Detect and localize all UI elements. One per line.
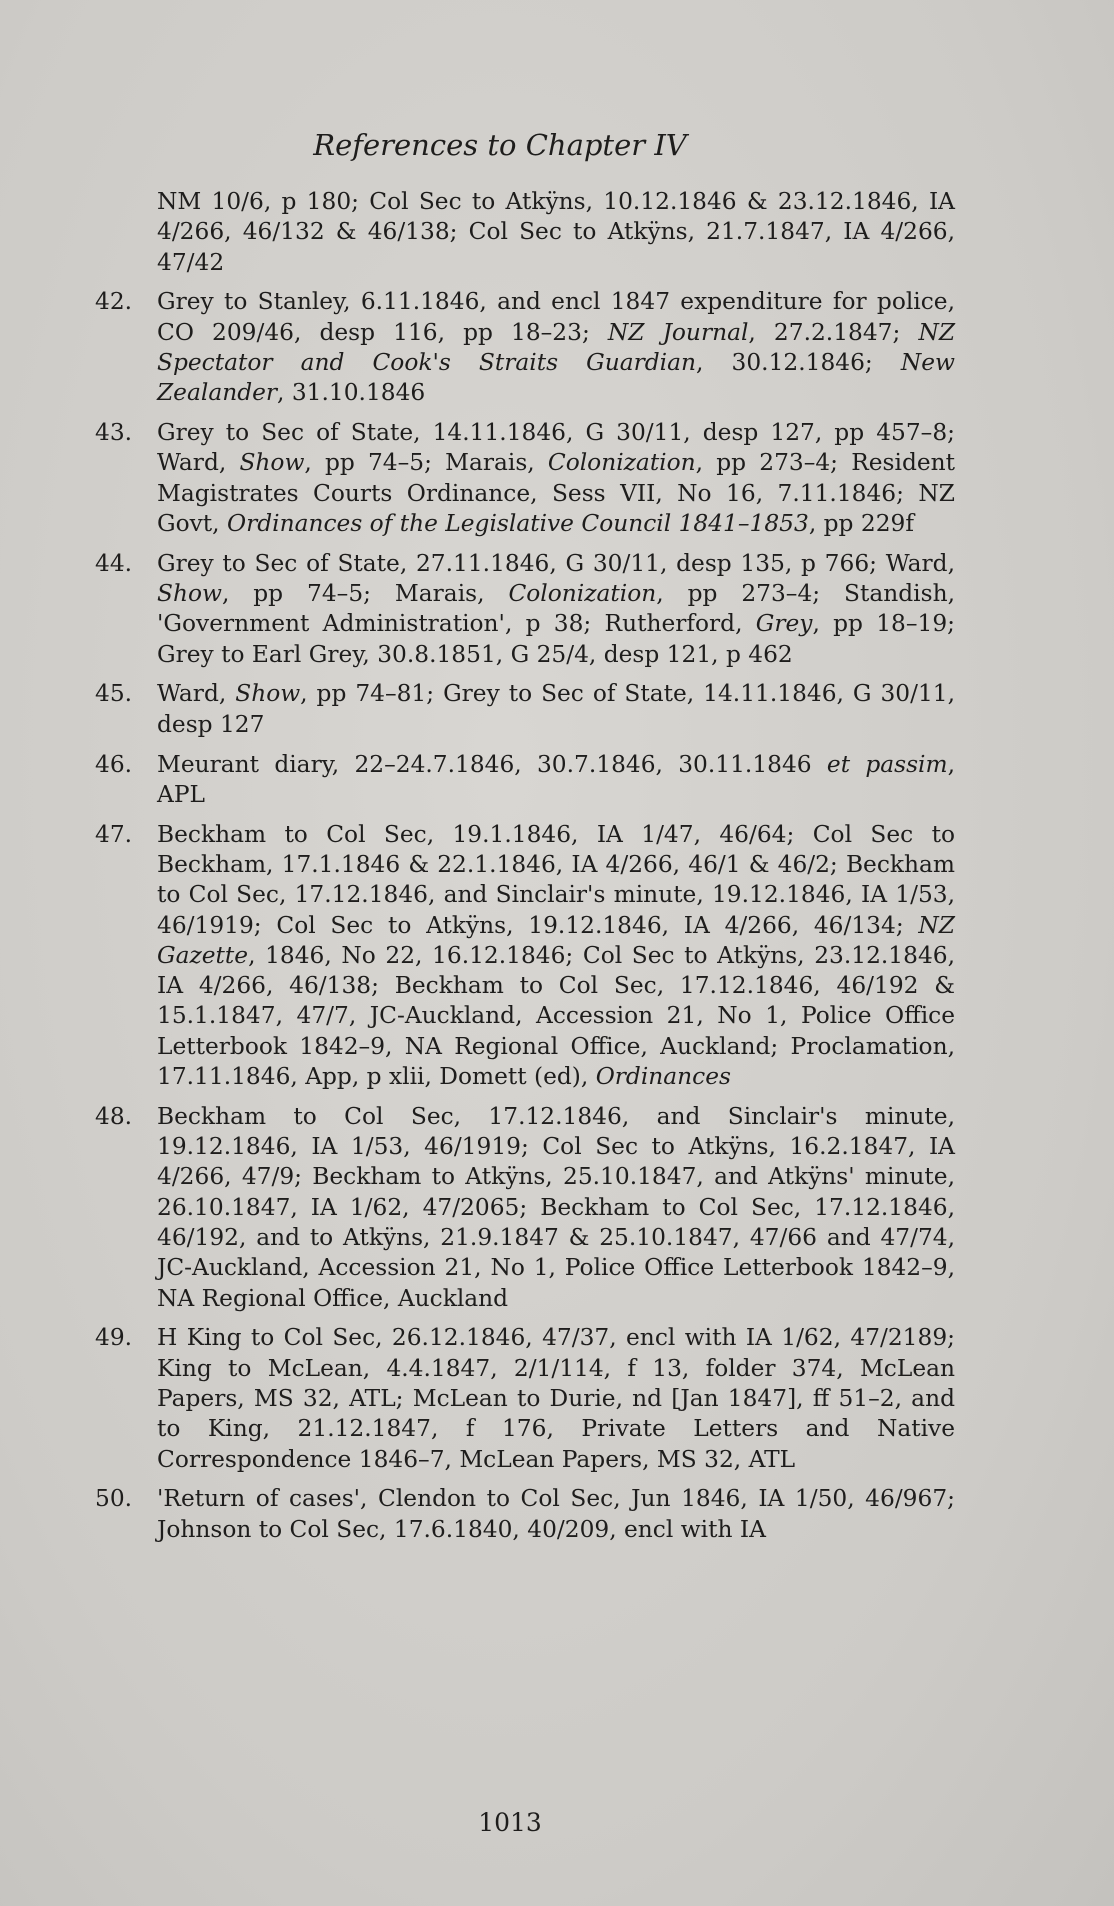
text-run: Beckham to Col Sec, 17.12.1846, and Sinclair's minute, 19.12.1846, IA 1/53, 46/1919; Col Sec to Atkÿns, 16.2.1847, IA 4/266, 47/9; Beckham to Atkÿns, 25.10.1847, and Atkÿns' minute, 26.10.1847, IA 1/62, 47/2065; Beckham to Col Sec, 17.12.1846, 46/192, and to Atkÿns, 21.9.1847 & 25.10.1847, 47/66 and 47/74, JC-Auckland, Accession 21, No 1, Police Office Letterbook 1842–9, NA Regional Office, Auckland: [157, 1102, 955, 1312]
reference-number: 45.: [95, 680, 133, 708]
reference-number: 44.: [95, 549, 133, 577]
text-run: , APL: [157, 750, 955, 808]
reference-number: 50.: [95, 1485, 133, 1513]
italic-title: Colonization: [547, 449, 696, 477]
reference-text: [157, 1323, 955, 1474]
reference-number: 47.: [95, 820, 133, 848]
reference-number: 48.: [95, 1102, 133, 1130]
reference-text: [157, 750, 955, 811]
reference-entry: [95, 187, 955, 278]
text-run: , 1846, No 22, 16.12.1846; Col Sec to Atkÿns, 23.12.1846, IA 4/266, 46/138; Beckham to Col Sec, 17.12.1846, 46/192 & 15.1.1847, 47/7, JC-Auckland, Accession 21, No 1, Police Office Letterbook 1842–9, NA Regional Office, Auckland; Proclamation, 17.11.1846, App, p xlii, Domett (ed),: [157, 941, 955, 1091]
text-run: , pp 74–5; Marais,: [304, 449, 548, 477]
text-run: , pp 229f: [808, 509, 914, 537]
reference-entry: [95, 1323, 955, 1474]
references-list: [95, 187, 955, 1554]
reference-text: [157, 187, 955, 278]
italic-title: Show: [235, 680, 301, 708]
text-run: Grey to Stanley, 6.11.1846, and encl 1847 expenditure for police, CO 209/46, desp 116, pp 18–23;: [157, 288, 955, 346]
text-run: Grey to Sec of State, 27.11.1846, G 30/11, desp 135, p 766; Ward,: [157, 549, 955, 577]
reference-text: [157, 549, 955, 670]
reference-text: [157, 1484, 955, 1545]
italic-title: et passim: [826, 750, 948, 778]
italic-title: Ordinances of the Legislative Council 1841–1853: [226, 509, 809, 537]
text-run: Beckham to Col Sec, 19.1.1846, IA 1/47, 46/64; Col Sec to Beckham, 17.1.1846 & 22.1.1846, IA 4/266, 46/1 & 46/2; Beckham to Col Sec, 17.12.1846, and Sinclair's minute, 19.12.1846, IA 1/53, 46/1919; Col Sec to Atkÿns, 19.12.1846, IA 4/266, 46/134;: [157, 820, 955, 939]
reference-entry: [95, 1102, 955, 1314]
reference-text: [157, 287, 955, 408]
reference-entry: [95, 418, 955, 539]
reference-text: [157, 1102, 955, 1314]
italic-title: New Zealander: [157, 348, 955, 407]
text-run: , pp 18–19; Grey to Earl Grey, 30.8.1851, G 25/4, desp 121, p 462: [157, 610, 955, 668]
italic-title: Ordinances: [595, 1063, 731, 1091]
text-run: , 30.12.1846;: [696, 348, 901, 376]
text-run: , pp 74–5; Marais,: [221, 580, 509, 608]
reference-text: [157, 820, 955, 1093]
reference-number: 43.: [95, 419, 133, 447]
running-header: References to Chapter IV: [313, 128, 687, 162]
text-run: H King to Col Sec, 26.12.1846, 47/37, encl with IA 1/62, 47/2189; King to McLean, 4.4.1847, 2/1/114, f 13, folder 374, McLean Papers, MS 32, ATL; McLean to Durie, nd [Jan 1847], ff 51–2, and to King, 21.12.1847, f 176, Private Letters and Native Correspondence 1846–7, McLean Papers, MS 32, ATL: [157, 1324, 955, 1473]
italic-title: NZ Gazette: [157, 911, 955, 969]
text-run: Meurant diary, 22–24.7.1846, 30.7.1846, 30.11.1846: [157, 750, 827, 778]
text-run: NM 10/6, p 180; Col Sec to Atkÿns, 10.12.1846 & 23.12.1846, IA 4/266, 46/132 & 46/138; Col Sec to Atkÿns, 21.7.1847, IA 4/266, 47/42: [157, 188, 955, 276]
italic-title: NZ Spectator and Cook's Straits Guardian: [157, 318, 956, 376]
text-run: Grey to Sec of State, 14.11.1846, G 30/11, desp 127, pp 457–8; Ward,: [157, 419, 955, 477]
italic-title: NZ Journal: [607, 318, 749, 346]
reference-entry: [95, 287, 955, 408]
text-run: , pp 273–4; Resident Magistrates Courts Ordinance, Sess VII, No 16, 7.11.1846; NZ Govt,: [157, 449, 956, 537]
italic-title: Colonization: [508, 580, 657, 608]
reference-entry: [95, 820, 955, 1093]
text-run: , pp 74–81; Grey to Sec of State, 14.11.1846, G 30/11, desp 127: [157, 680, 956, 738]
reference-number: 42.: [95, 288, 133, 316]
text-run: , 27.2.1847;: [748, 318, 919, 346]
reference-text: [157, 418, 955, 539]
text-run: , 31.10.1846: [277, 379, 426, 407]
italic-title: Grey: [755, 610, 813, 638]
italic-title: Show: [157, 580, 222, 608]
text-run: 'Return of cases', Clendon to Col Sec, Jun 1846, IA 1/50, 46/967; Johnson to Col Sec, 17.6.1840, 40/209, encl with IA: [157, 1485, 955, 1543]
reference-number: 46.: [95, 750, 133, 778]
reference-entry: [95, 549, 955, 670]
reference-entry: [95, 750, 955, 811]
italic-title: Show: [239, 449, 305, 477]
reference-entry: [95, 679, 955, 740]
text-run: , pp 273–4; Standish, 'Government Administration', p 38; Rutherford,: [157, 580, 955, 638]
reference-entry: [95, 1484, 955, 1545]
text-run: Ward,: [157, 680, 236, 708]
reference-text: [157, 679, 955, 740]
page-number: 1013: [478, 1808, 542, 1837]
reference-number: 49.: [95, 1324, 133, 1352]
